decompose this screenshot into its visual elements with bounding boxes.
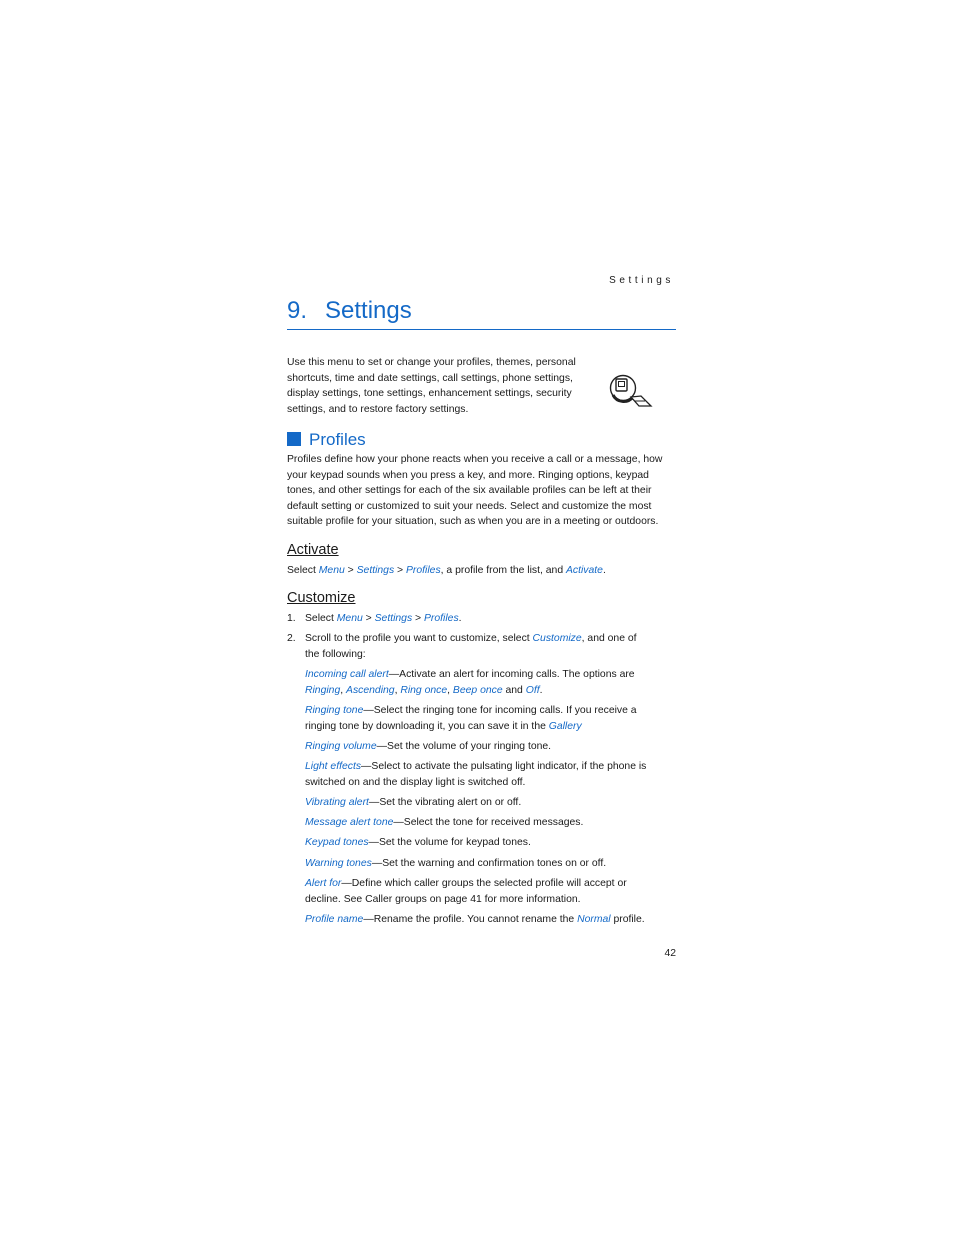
option-desc: —Rename the profile. You cannot rename the <box>363 914 578 925</box>
option-desc: —Select to activate the pulsating light indicator, if the phone is <box>361 761 647 772</box>
comma: , <box>340 685 347 696</box>
settings-link[interactable]: Settings <box>356 565 395 576</box>
option-desc: —Set the vibrating alert on or off. <box>368 797 522 808</box>
option-vibrating-alert <box>305 795 677 811</box>
text-end: . <box>539 685 543 696</box>
separator: > <box>412 613 424 624</box>
option-value[interactable]: Ascending <box>346 685 395 696</box>
comma: , <box>394 685 401 696</box>
step2-number: 2. <box>287 633 296 644</box>
text: , and one of <box>581 633 637 644</box>
option-term[interactable]: Ringing tone <box>305 705 364 716</box>
option-term[interactable]: Alert for <box>305 878 342 889</box>
option-warning-tones <box>305 856 677 872</box>
profiles-paragraph: Profiles define how your phone reacts when you receive a call or a message, how your keypad sounds when you press a key, and more. Ringing options, keypad tones, and other settings for each of the six available profiles can be left at their default setting or customized to suit your needs. Select and customize the most suitable profile for your situation, such as when you are in a meeting or outdoors. <box>287 454 663 528</box>
option-term[interactable]: Message alert tone <box>305 817 394 828</box>
option-desc: decline. See Caller groups on page 41 for more information. <box>305 894 581 905</box>
step1-text <box>305 611 462 627</box>
intro-paragraph: Use this menu to set or change your profiles, themes, personal shortcuts, time and date settings, call settings, phone settings, display settings, tone settings, enhancement settings, security settings, and to restore factory settings. <box>287 357 576 415</box>
step1-number: 1. <box>287 613 296 624</box>
text-end: profile. <box>610 914 645 925</box>
text-line: the following: <box>305 649 366 660</box>
option-desc: switched on and the display light is switched off. <box>305 777 526 788</box>
option-profile-name <box>305 912 677 928</box>
activate-heading: Activate <box>287 542 339 558</box>
menu-link[interactable]: Menu <box>336 613 363 624</box>
page-number: 42 <box>664 948 676 959</box>
option-desc: ringing tone by downloading it, you can save it in the <box>305 721 549 732</box>
comma: , <box>447 685 453 696</box>
option-keypad-tones <box>305 835 677 851</box>
profiles-heading-text: Profiles <box>309 430 366 449</box>
option-alert-for <box>305 876 677 908</box>
option-term[interactable]: Ringing volume <box>305 741 377 752</box>
option-desc: —Define which caller groups the selected profile will accept or <box>341 878 627 889</box>
activate-instruction <box>287 563 606 579</box>
separator: > <box>362 613 375 624</box>
text: Scroll to the profile you want to customize, select <box>305 633 533 644</box>
option-light-effects <box>305 759 677 791</box>
text-and: and <box>502 685 526 696</box>
text-end: . <box>602 565 606 576</box>
option-incoming-call-alert <box>305 667 677 699</box>
option-desc: —Select the ringing tone for incoming calls. If you receive a <box>363 705 637 716</box>
phone-settings-icon <box>605 371 653 409</box>
normal-link[interactable]: Normal <box>577 914 611 925</box>
chapter-title-text: Settings <box>325 297 412 324</box>
customize-link[interactable]: Customize <box>532 633 582 644</box>
option-desc: —Set the volume for keypad tones. <box>368 837 531 848</box>
option-term[interactable]: Keypad tones <box>305 837 369 848</box>
gallery-link[interactable]: Gallery <box>548 721 582 732</box>
option-value[interactable]: Off <box>525 685 540 696</box>
profiles-link[interactable]: Profiles <box>406 565 441 576</box>
profiles-heading <box>287 429 366 451</box>
section-square-icon <box>287 432 301 446</box>
option-desc: —Select the tone for received messages. <box>393 817 584 828</box>
option-message-alert-tone <box>305 815 677 831</box>
text-mid: , a profile from the list, and <box>440 565 566 576</box>
text-end: . <box>458 613 462 624</box>
profiles-link[interactable]: Profiles <box>424 613 459 624</box>
separator: > <box>344 565 357 576</box>
text-select: Select <box>305 613 337 624</box>
settings-link[interactable]: Settings <box>374 613 413 624</box>
option-term[interactable]: Profile name <box>305 914 364 925</box>
option-desc: —Set the warning and confirmation tones on or off. <box>371 858 607 869</box>
option-value[interactable]: Beep once <box>452 685 503 696</box>
option-desc: —Activate an alert for incoming calls. The options are <box>388 669 635 680</box>
option-ringing-volume <box>305 739 677 755</box>
option-value[interactable]: Ringing <box>305 685 341 696</box>
running-header: Settings <box>609 275 674 286</box>
option-term[interactable]: Incoming call alert <box>305 669 389 680</box>
option-ringing-tone <box>305 703 677 735</box>
option-value[interactable]: Ring once <box>400 685 448 696</box>
separator: > <box>394 565 406 576</box>
option-term[interactable]: Warning tones <box>305 858 372 869</box>
step2-text <box>305 631 677 663</box>
text-select: Select <box>287 565 319 576</box>
option-term[interactable]: Vibrating alert <box>305 797 369 808</box>
option-term[interactable]: Light effects <box>305 761 362 772</box>
chapter-title <box>287 296 676 330</box>
activate-link[interactable]: Activate <box>565 565 603 576</box>
menu-link[interactable]: Menu <box>318 565 345 576</box>
chapter-number: 9. <box>287 297 308 324</box>
customize-heading: Customize <box>287 590 356 606</box>
option-desc: —Set the volume of your ringing tone. <box>376 741 552 752</box>
